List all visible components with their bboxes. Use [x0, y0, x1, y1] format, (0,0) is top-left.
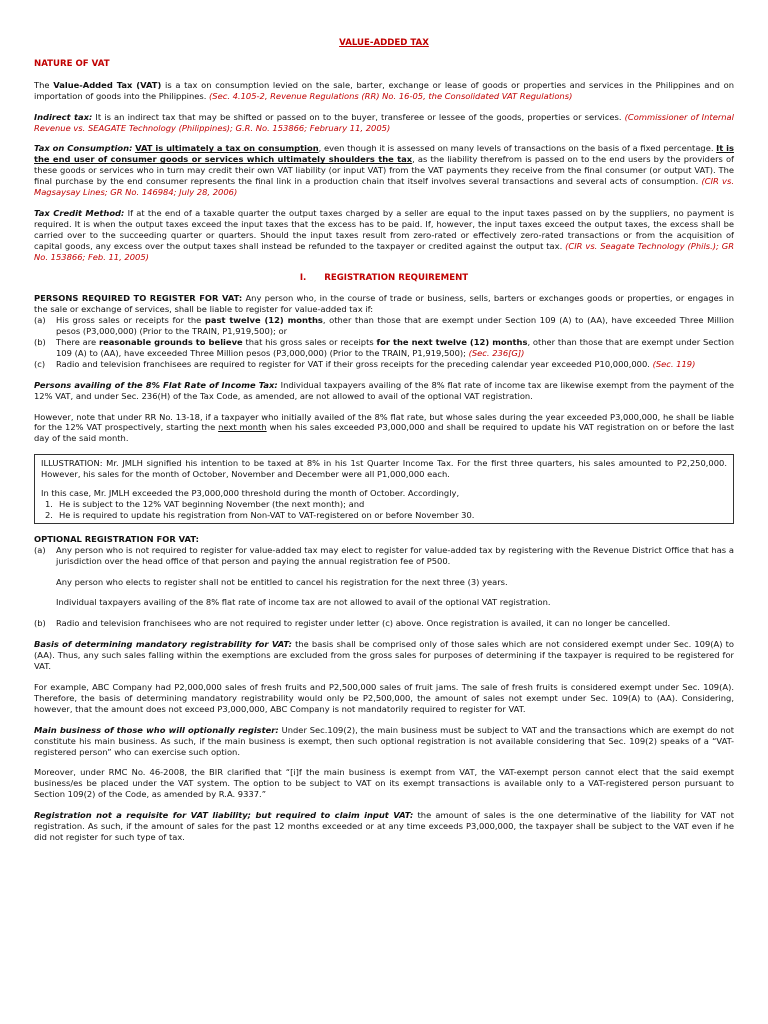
- however-paragraph: However, note that under RR No. 13-18, if a taxpayer who initially availed of the 8% flat rate, but whose sales during the year exceeded P3,000,000, he shall be liable for the 12% VAT prospectively, starting the next month when his sales exceeded P3,000,000 and shall be required to update his VAT registration on or before the last day of the said month.: [34, 411, 735, 444]
- registration-heading: I. REGISTRATION REQUIREMENT: [299, 272, 469, 283]
- basis-paragraph: Basis of determining mandatory registrability for VAT: the basis shall be comprised only of those sales which are not considered exempt under Sec. 109(A) to (AA). Thus, any such sales falling within the exemptions are excluded from the gross sales for purposes of determining if the taxpayer is required to be registered for VAT.: [34, 639, 734, 672]
- rmc-paragraph: Moreover, under RMC No. 46-2008, the BIR clarified that “[i]f the main business is exempt from VAT, the VAT-exempt person cannot elect that the said exempt business/es be placed under the VAT system. The option to be subject to VAT on its exempt transactions is available only to a VAT-registered person pursuant to Section 109(2) of the Code, as amended by R.A. 9337.”: [34, 767, 734, 800]
- citation: (Sec. 236[G]): [468, 347, 525, 358]
- illustration-list: [41, 499, 727, 521]
- citation: (Commissioner of Internal Revenue vs. SEAGATE Technology (Philippines); G.R. No. 153866; February 11, 2005): [34, 111, 734, 133]
- list-item: (c) Radio and television franchisees are required to register for VAT if their gross receipts for the preceding calendar year exceeded P10,000,000. (Sec. 119): [34, 358, 696, 369]
- list-item: 1. He is subject to the 12% VAT beginning November (the next month); and: [45, 499, 365, 509]
- vat-definition-paragraph: The Value-Added Tax (VAT) is a tax on consumption levied on the sale, barter, exchange or lease of goods or properties and services in the Philippines and on importation of goods into the Philippines. (Sec. 4.105-2, Revenue Regulations (RR) No. 16-05, the Consolidated VAT Regulations): [34, 79, 734, 101]
- illustration-case-text: In this case, Mr. JMLH exceeded the P3,000,000 threshold during the month of October. Accordingly,: [41, 488, 460, 499]
- optional-registration-list-b: [34, 618, 734, 629]
- indirect-tax-paragraph: Indirect tax: It is an indirect tax that may be shifted or passed on to the buyer, transferee or lessee of the goods, properties or services. (Commissioner of Internal Revenue vs. SEAGATE Technology (Philippines); G.R. No. 153866; February 11, 2005): [34, 111, 734, 133]
- main-business-paragraph: Main business of those who will optionally register: Under Sec.109(2), the main business must be subject to VAT and the transactions which are exempt do not constitute his main business. As such, if the main business is exempt, then such optional registration is not available considering that Sec. 109(2) speaks of a “VAT-registered person” who can exercise such option.: [34, 724, 735, 757]
- nature-heading: NATURE OF VAT: [34, 58, 110, 69]
- registration-conditions-list: [34, 315, 734, 370]
- illustration-text: ILLUSTRATION: Mr. JMLH signified his intention to be taxed at 8% in his 1st Quarter Income Tax. For the first three quarters, his sales amounted to P2,250,000. However, his sales for the month of October, November and December were all P1,000,000 each.: [41, 458, 727, 480]
- document-title: VALUE-ADDED TAX: [339, 38, 429, 48]
- optional-note-cancel: Any person who elects to register shall not be entitled to cancel his registration for the next three (3) years.: [56, 576, 508, 587]
- citation: (Sec. 119): [652, 358, 696, 369]
- list-item: (a) Any person who is not required to register for value-added tax may elect to register for value-added tax by registering with the Revenue District Office that has a jurisdiction over the head office of that person and paying the annual registration fee of P500.: [34, 544, 734, 566]
- optional-registration-heading: OPTIONAL REGISTRATION FOR VAT:: [34, 533, 199, 544]
- list-item: (a) His gross sales or receipts for the past twelve (12) months, other than those that are exempt under Section 109 (A) to (AA), have exceeded Three Million pesos (P3,000,000) (Prior to the TRAIN, P1,919,500); or: [34, 315, 734, 337]
- tax-credit-method-paragraph: Tax Credit Method: If at the end of a taxable quarter the output taxes charged by a seller are equal to the input taxes passed on by the suppliers, no payment is required. It is when the output taxes exceed the input taxes that the excess has to be paid. If, however, the input taxes exceed the output taxes, the excess shall be carried over to the succeeding quarter or quarters. Should the input taxes result from zero-rated or effectively zero-rated transactions or from the acquisition of capital goods, any excess over the output taxes shall instead be refunded to the taxpayer or credited against the output tax. (CIR vs. Seagate Technology (Phils.); GR No. 153866; Feb. 11, 2005): [34, 207, 735, 262]
- tax-on-consumption-paragraph: Tax on Consumption: VAT is ultimately a tax on consumption, even though it is assessed on many levels of transactions on the basis of a fixed percentage. It is the end user of consumer goods or services which ultimately shoulders the tax, as the liability therefrom is passed on to the end users by the providers of these goods or services who in turn may credit their own VAT liability (or input VAT) from the VAT payments they receive from the final consumer (or output VAT). The final purchase by the end consumer represents the final link in a production chain that itself involves several transactions and several acts of consumption. (CIR vs. Magsaysay Lines; GR No. 146984; July 28, 2006): [34, 143, 734, 198]
- optional-note-flat-rate: Individual taxpayers availing of the 8% flat rate of income tax are not allowed to avail of the optional VAT registration.: [56, 597, 551, 608]
- registration-requisite-paragraph: Registration not a requisite for VAT liability; but required to claim input VAT: the amount of sales is the one determinative of the liability for VAT not registration. As such, if the amount of sales for the past 12 months exceeded or at any time exceeds P3,000,000, the taxpayer shall be subject to the VAT even if he did not register for such type of tax.: [34, 810, 734, 842]
- list-item: (b) There are reasonable grounds to believe that his gross sales or receipts for the next twelve (12) months, other than those that are exempt under Section 109 (A) to (AA), have exceeded Three Million pesos (P3,000,000) (Prior to the TRAIN, P1,919,500); (Sec. 236[G]): [34, 337, 735, 358]
- list-item: (b) Radio and television franchisees who are not required to register under letter (c) above. Once registration is availed, it can no longer be cancelled.: [34, 618, 671, 629]
- optional-registration-list: [34, 545, 734, 567]
- flat-rate-paragraph: Persons availing of the 8% Flat Rate of Income Tax: Individual taxpayers availing of the 8% flat rate of income tax are likewise exempt from the payment of the 12% VAT, and under Sec. 236(H) of the Tax Code, as amended, are not allowed to avail of the optional VAT registration.: [34, 379, 735, 401]
- persons-required-paragraph: PERSONS REQUIRED TO REGISTER FOR VAT: Any person who, in the course of trade or business, sells, barters or exchanges goods or properties, or engages in the sale or exchange of services, shall be liable to register for value-added tax if:: [34, 293, 734, 315]
- citation: (CIR vs. Magsaysay Lines; GR No. 146984; July 28, 2006): [34, 176, 734, 198]
- citation: (CIR vs. Seagate Technology (Phils.); GR No. 153866; Feb. 11, 2005): [34, 240, 735, 262]
- citation: (Sec. 4.105-2, Revenue Regulations (RR) No. 16-05, the Consolidated VAT Regulations): [209, 90, 573, 101]
- document-page: [34, 38, 734, 853]
- illustration-box: [34, 454, 734, 524]
- list-item: 2. He is required to update his registration from Non-VAT to VAT-registered on or before November 30.: [45, 509, 475, 520]
- example-paragraph: For example, ABC Company had P2,000,000 sales of fresh fruits and P2,500,000 sales of fruit jams. The sale of fresh fruits is considered exempt under Sec. 109(A). Therefore, the basis of determining mandatory registrability would only be P2,500,000, the amount of sales not exempt under Sec. 109(A) to (AA). Considering, however, that the amount does not exceed P3,000,000, ABC Company is not mandatorily required to register for VAT.: [34, 681, 734, 714]
